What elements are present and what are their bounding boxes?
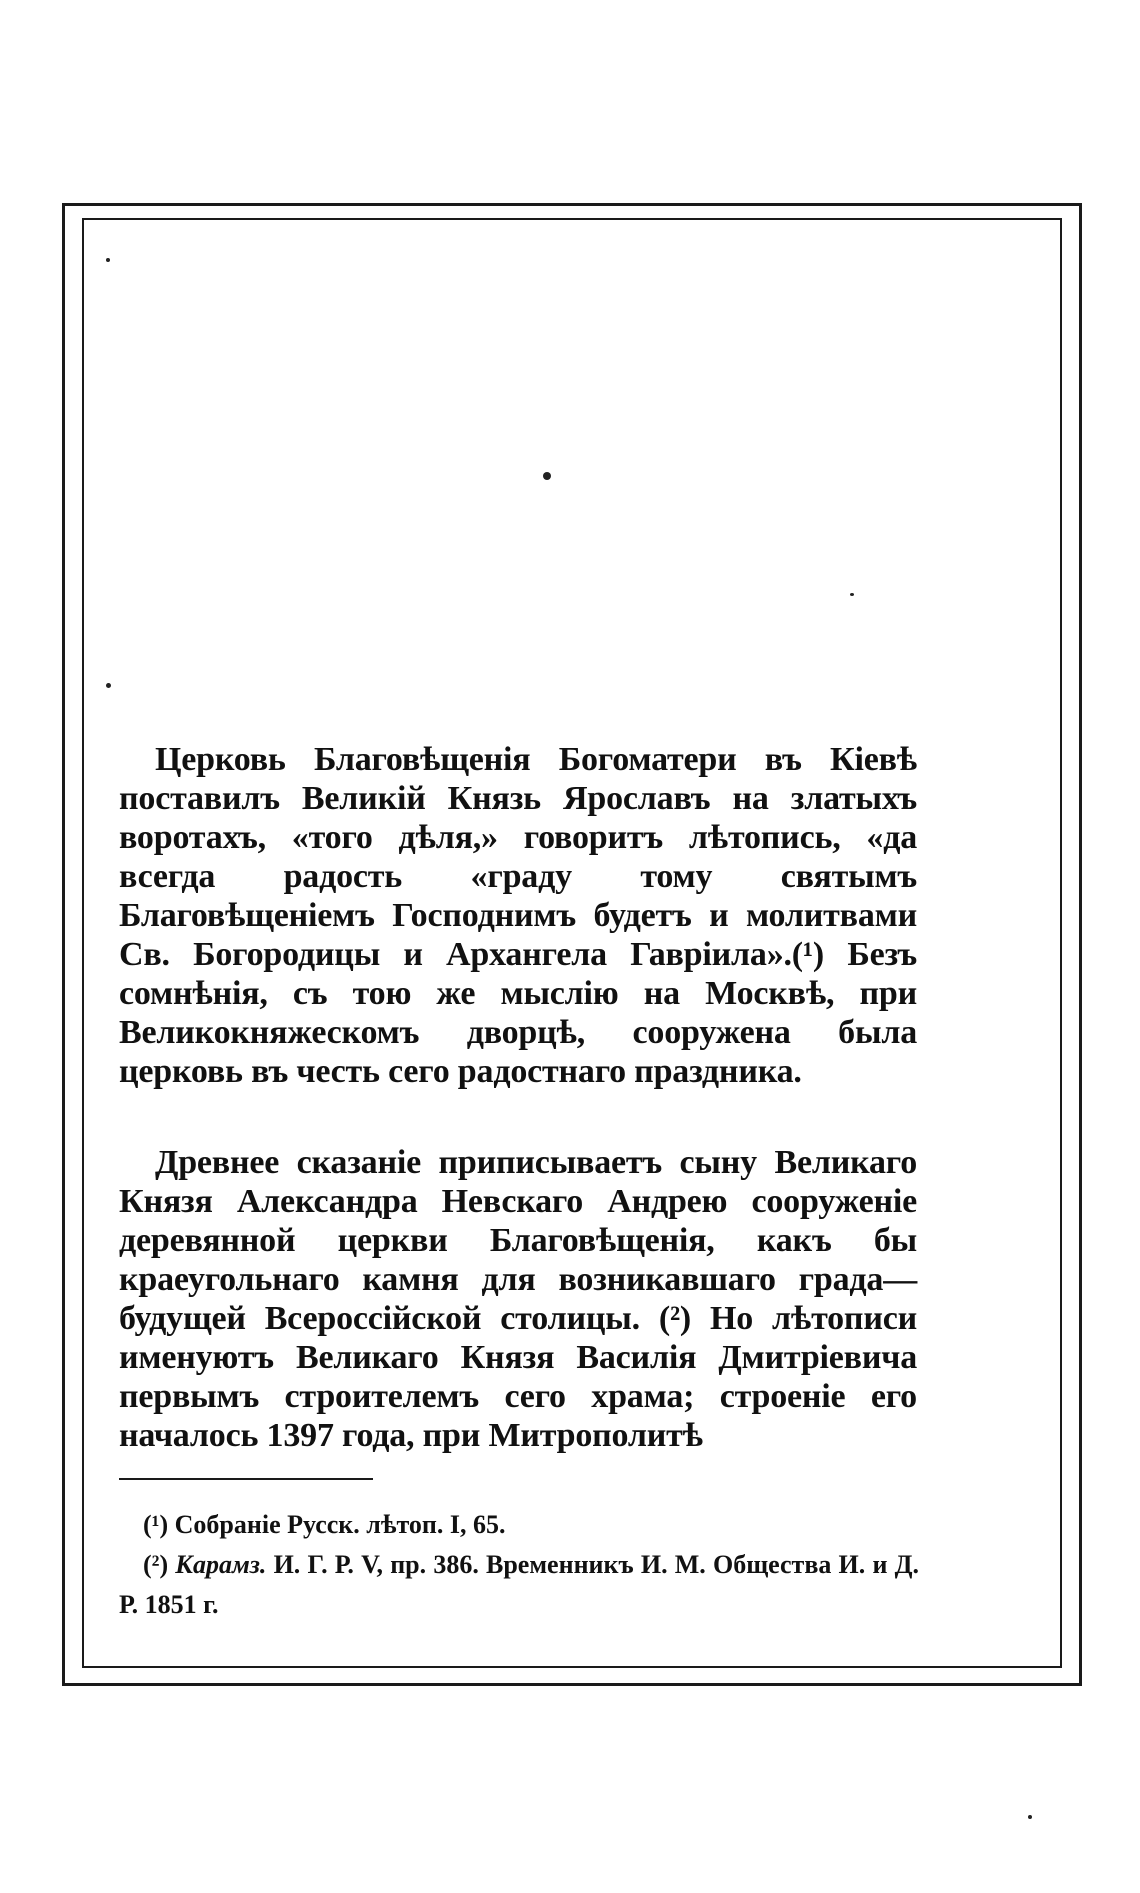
footnote-marker: (²) — [143, 1550, 169, 1579]
print-speck — [1028, 1815, 1032, 1819]
footnote-separator — [119, 1478, 373, 1480]
footnote-1 — [119, 1505, 919, 1545]
footnotes — [119, 1505, 919, 1625]
footnote-text: Собраніе Русск. лѣтоп. I, 65. — [168, 1510, 506, 1539]
footnote-author: Карамз. — [168, 1550, 267, 1579]
main-text — [119, 740, 917, 1455]
footnote-text: И. Г. Р. V, пр. 386. Временникъ И. М. Общества И. и Д. Р. 1851 г. — [119, 1550, 919, 1619]
print-speck — [850, 593, 854, 596]
footnote-2 — [119, 1545, 919, 1625]
footnote-marker: (¹) — [143, 1510, 169, 1539]
print-speck — [106, 683, 111, 688]
print-speck — [543, 472, 551, 480]
paragraph-1: Церковь Благовѣщенія Богоматери въ Кіевѣ поставилъ Великій Князь Ярославъ на златыхъ воротахъ, «того дѣля,» говоритъ лѣтопись, «да всегда радость «граду тому святымъ Благовѣщеніемъ Господнимъ будетъ и молитвами Св. Богородицы и Архангела Гавріила».(¹) Безъ сомнѣнія, съ тою же мыслію на Москвѣ, при Великокняжескомъ дворцѣ, сооружена была церковь въ честь сего радостнаго праздника. — [119, 741, 917, 1090]
print-speck — [106, 258, 110, 262]
paragraph-2: Древнее сказаніе приписываетъ сыну Великаго Князя Александра Невскаго Андрею сооруженіе деревянной церкви Благовѣщенія, какъ бы краеугольнаго камня для возникавшаго града—будущей Всероссійской столицы. (²) Но лѣтописи именуютъ Великаго Князя Василія Дмитріевича первымъ строителемъ сего храма; строеніе его началось 1397 года, при Митрополитѣ — [119, 1144, 917, 1454]
